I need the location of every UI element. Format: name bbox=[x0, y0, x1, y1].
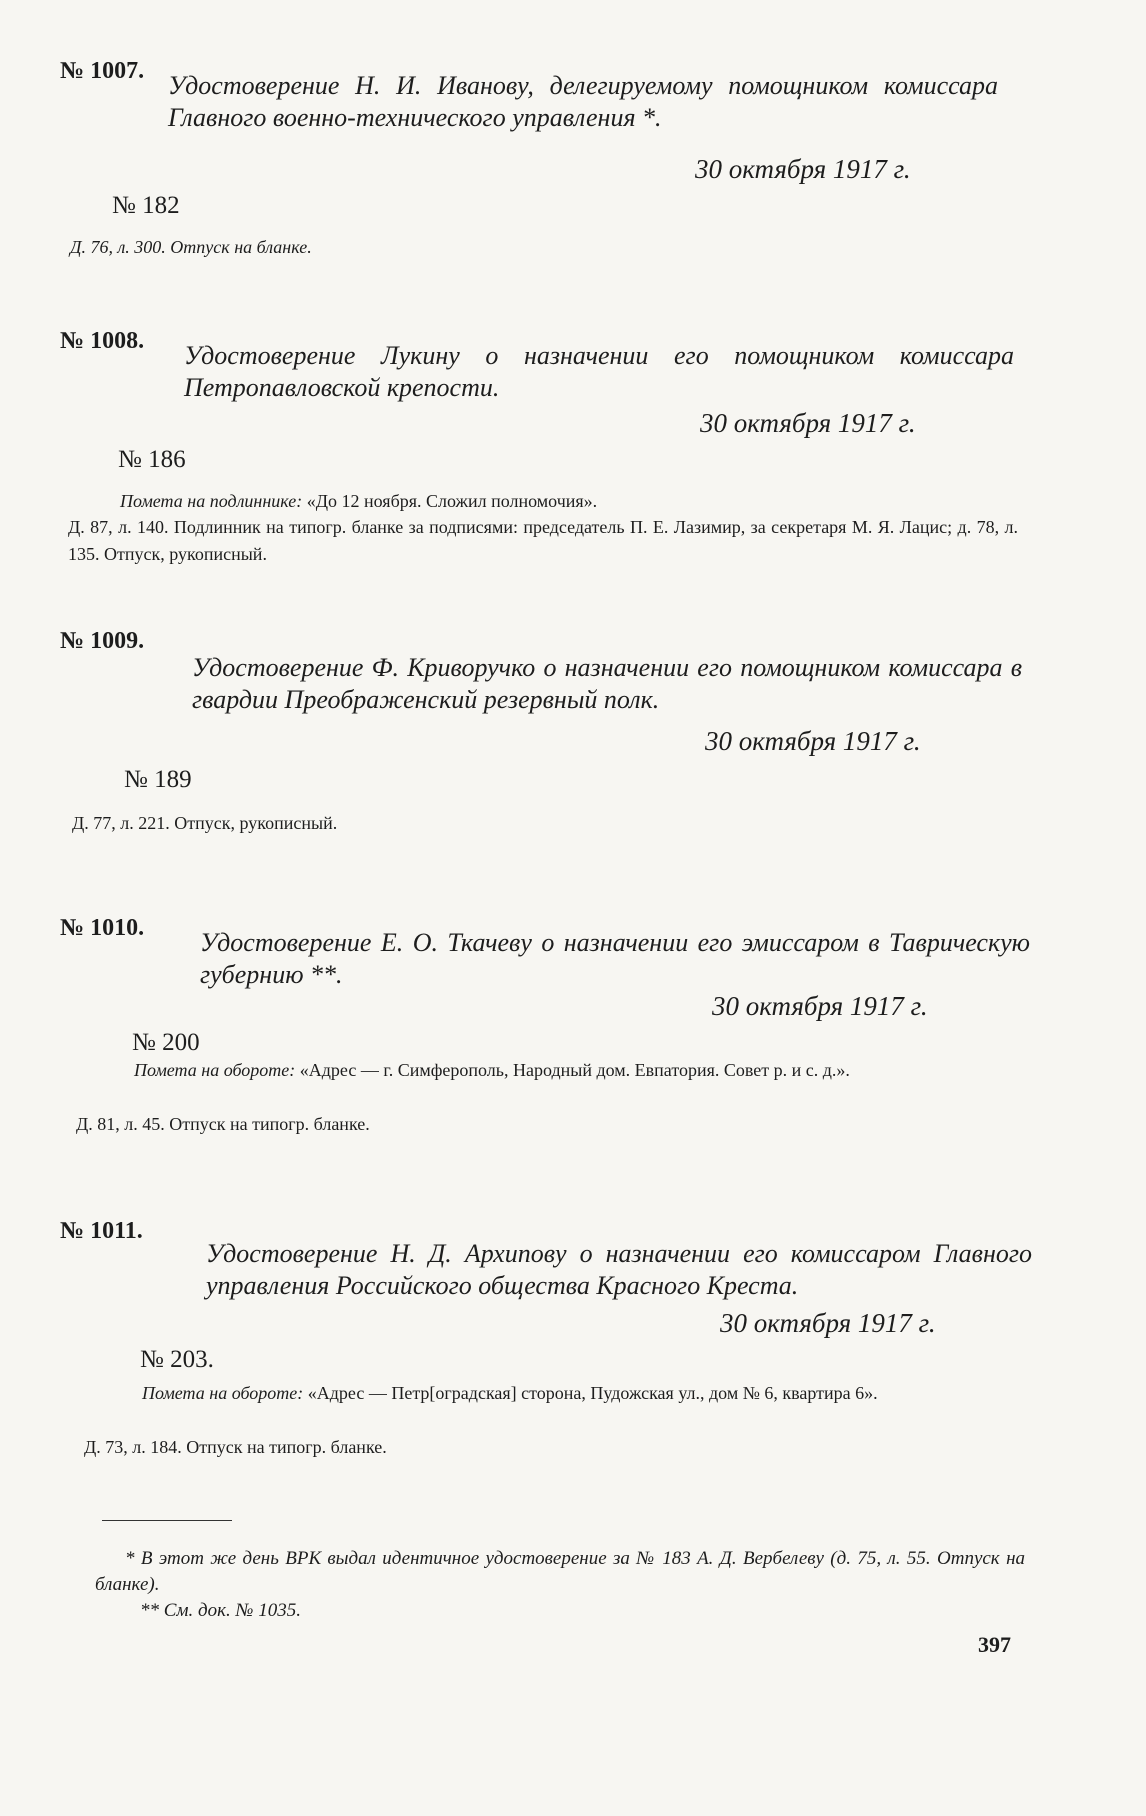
archive-reference: Д. 81, л. 45. Отпуск на типогр. бланке. bbox=[76, 1114, 370, 1134]
archive-reference: Д. 73, л. 184. Отпуск на типогр. бланке. bbox=[84, 1437, 387, 1457]
document-title: Удостоверение Н. И. Иванову, делегируемому помощником комиссара Главного военно-технического управления *. bbox=[168, 71, 998, 132]
document-number: № 1007. bbox=[60, 58, 145, 84]
annotation-note: Помета на обороте: «Адрес — г. Симферополь, Народный дом. Евпатория. Совет р. и с. д.». bbox=[134, 1060, 850, 1080]
document-number: № 1008. bbox=[60, 328, 145, 354]
document-date: 30 октября 1917 г. bbox=[705, 726, 921, 756]
outgoing-number: № 182 bbox=[112, 192, 180, 219]
footnote-1: * В этот же день ВРК выдал идентичное удостоверение за № 183 А. Д. Вербелеву (д. 75, л. 55. Отпуск на бланке). bbox=[95, 1548, 1025, 1595]
document-date: 30 октября 1917 г. bbox=[720, 1308, 936, 1338]
outgoing-number: № 189 bbox=[124, 766, 192, 793]
document-date: 30 октября 1917 г. bbox=[700, 408, 916, 438]
outgoing-number: № 200 bbox=[132, 1029, 200, 1056]
document-title: Удостоверение Н. Д. Архипову о назначении его комиссаром Главного управления Российского общества Красного Креста. bbox=[206, 1239, 1032, 1300]
archive-reference: Д. 76, л. 300. Отпуск на бланке. bbox=[70, 237, 312, 257]
footnote-2: ** См. док. № 1035. bbox=[140, 1600, 301, 1621]
document-title: Удостоверение Лукину о назначении его помощником комиссара Петропавловской крепости. bbox=[184, 341, 1014, 402]
archive-reference: Д. 77, л. 221. Отпуск, рукописный. bbox=[72, 813, 338, 833]
document-number: № 1011. bbox=[60, 1218, 143, 1244]
footnote-divider bbox=[102, 1520, 232, 1521]
page-number: 397 bbox=[978, 1632, 1011, 1657]
annotation-note: Помета на обороте: «Адрес — Петр[оградская] сторона, Пудожская ул., дом № 6, квартира 6». bbox=[142, 1383, 878, 1403]
archive-reference: Д. 87, л. 140. Подлинник на типогр. бланке за подписями: председатель П. Е. Лазимир, за секретаря М. Я. Лацис; д. 78, л. 135. Отпуск, рукописный. bbox=[68, 517, 1018, 564]
document-date: 30 октября 1917 г. bbox=[695, 154, 911, 184]
outgoing-number: № 203. bbox=[140, 1346, 214, 1373]
document-title: Удостоверение Е. О. Ткачеву о назначении его эмиссаром в Таврическую губернию **. bbox=[200, 928, 1030, 989]
annotation-note: Помета на подлиннике: «До 12 ноября. Сложил полномочия». bbox=[120, 491, 598, 511]
document-date: 30 октября 1917 г. bbox=[712, 991, 928, 1021]
document-title: Удостоверение Ф. Криворучко о назначении его помощником комиссара в гвардии Преображенский резервный полк. bbox=[192, 653, 1022, 714]
document-number: № 1010. bbox=[60, 915, 145, 941]
outgoing-number: № 186 bbox=[118, 446, 186, 473]
document-number: № 1009. bbox=[60, 628, 145, 654]
